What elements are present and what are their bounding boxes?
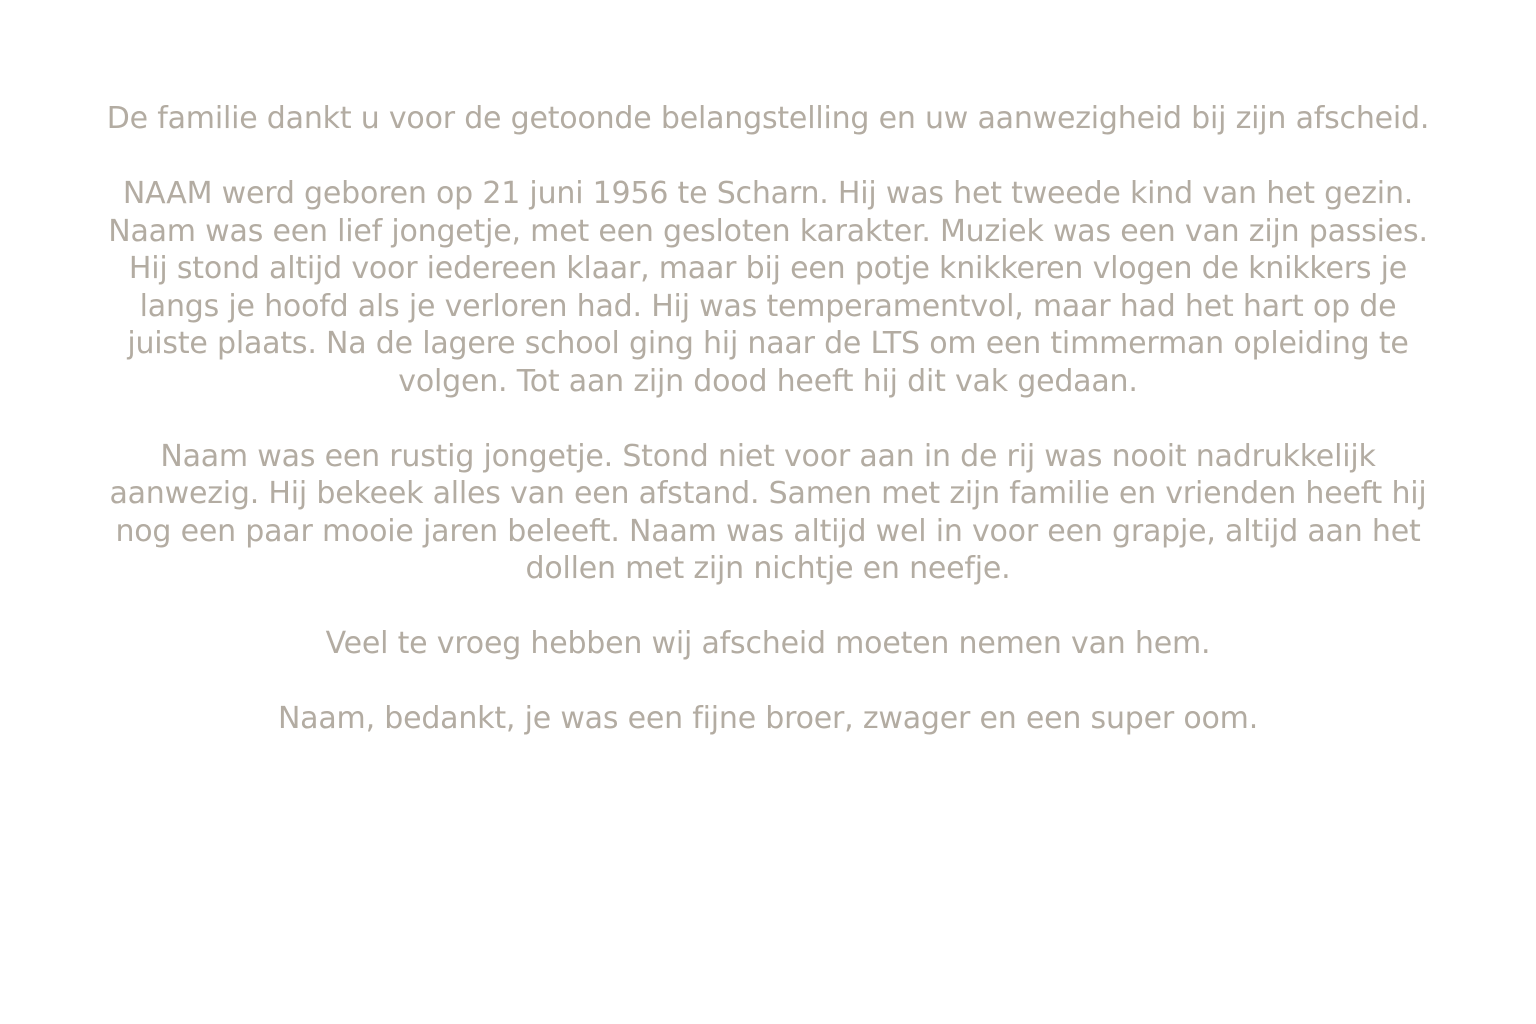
farewell-paragraph: Veel te vroeg hebben wij afscheid moeten nemen van hem. <box>325 626 1211 661</box>
thanks-paragraph: De familie dankt u voor de getoonde belangstelling en uw aanwezigheid bij zijn afscheid. <box>106 101 1430 136</box>
biography-paragraph: NAAM werd geboren op 21 juni 1956 te Scharn. Hij was het tweede kind van het gezin. Naam was een lief jongetje, met een gesloten karakter. Muziek was een van zijn passies. Hij stond altijd voor iedereen klaar, maar bij een potje knikkeren vlogen de knikkers je langs je hoofd als je verloren had. Hij was temperamentvol, maar had het hart op de juiste plaats. Na de lagere school ging hij naar de LTS om een timmerman opleiding te volgen. Tot aan zijn dood heeft hij dit vak gedaan. <box>108 176 1428 399</box>
closing-paragraph: Naam, bedankt, je was een fijne broer, zwager en een super oom. <box>277 701 1259 736</box>
memorial-text-block <box>96 100 1440 738</box>
character-paragraph: Naam was een rustig jongetje. Stond niet voor aan in de rij was nooit nadrukkelijk aanwezig. Hij bekeek alles van een afstand. Samen met zijn familie en vrienden heeft hij nog een paar mooie jaren beleeft. Naam was altijd wel in voor een grapje, altijd aan het dollen met zijn nichtje en neefje. <box>109 438 1427 586</box>
